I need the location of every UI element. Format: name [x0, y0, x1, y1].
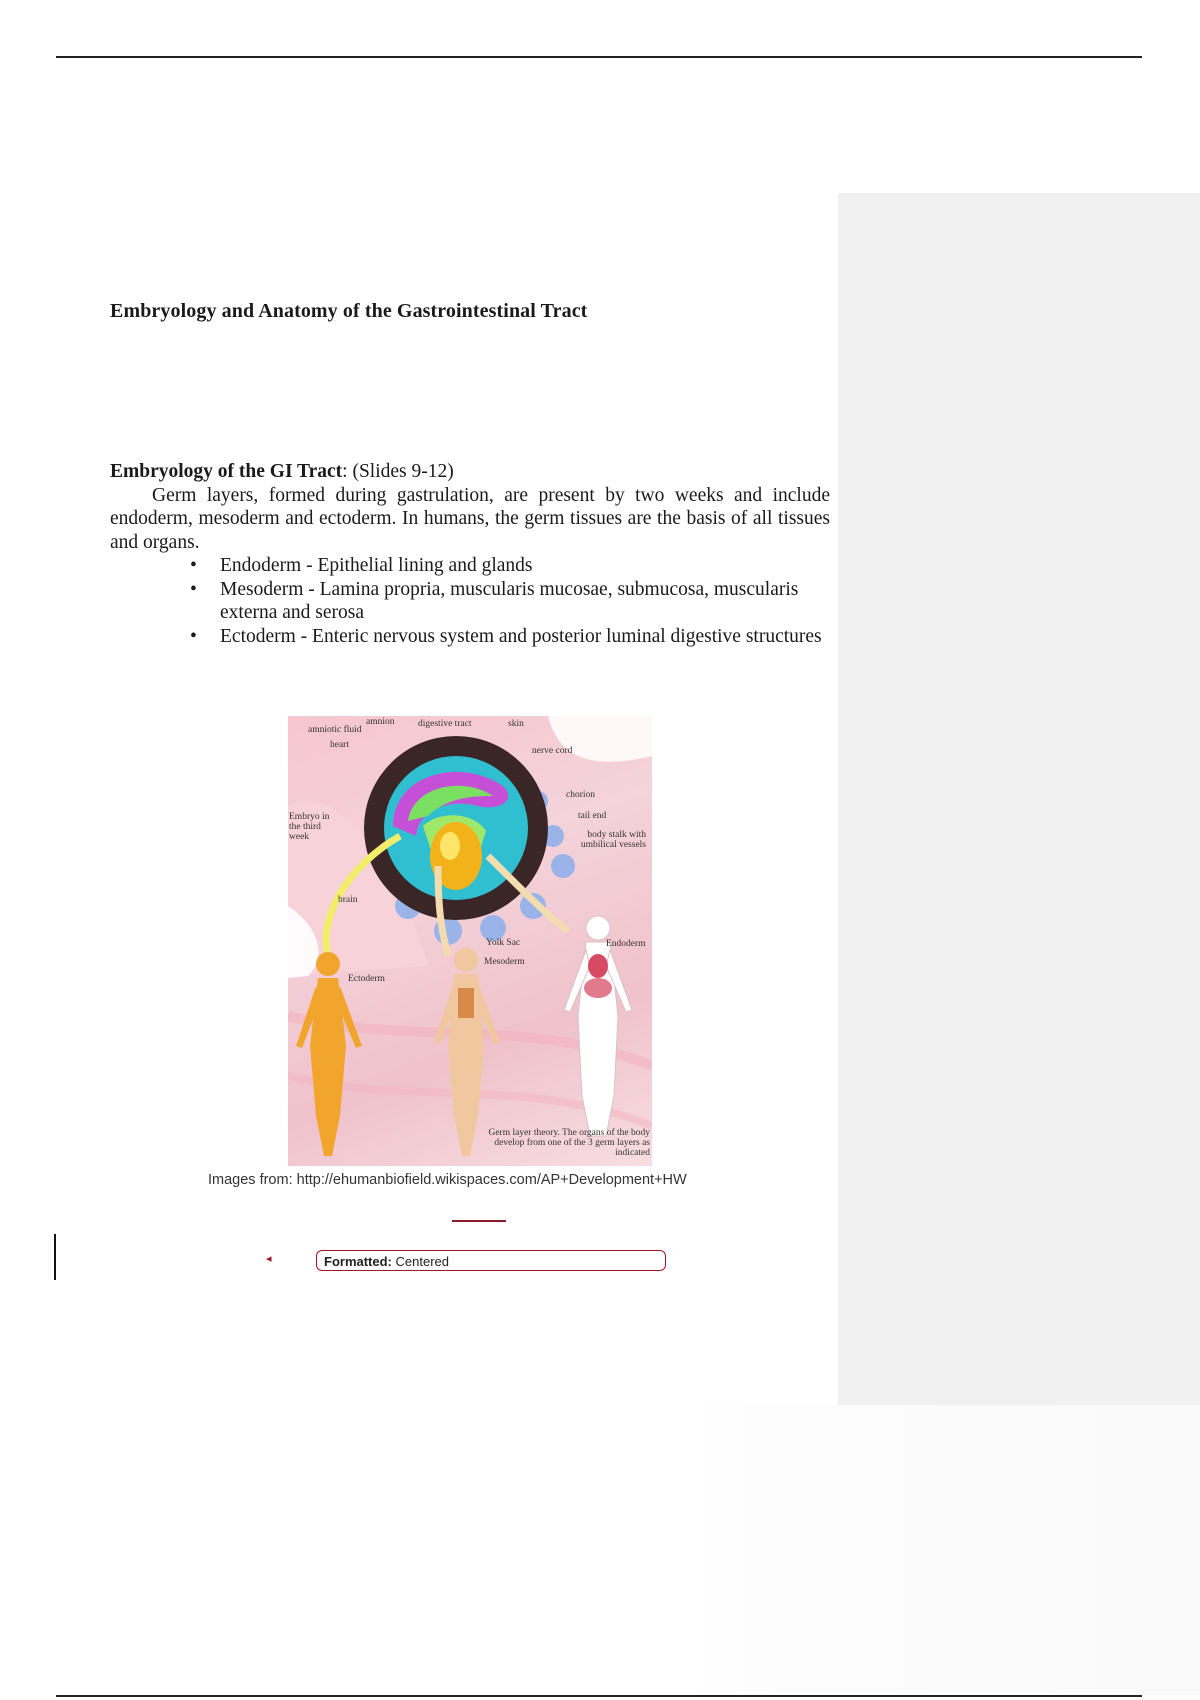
header-rule [56, 56, 1142, 58]
bullet-icon: • [190, 578, 197, 600]
list-item [110, 554, 830, 578]
label-embryo: Embryo in the third week [289, 812, 330, 842]
label-body-stalk: body stalk with umbilical vessels [580, 830, 646, 850]
document-title: Embryology and Anatomy of the Gastrointestinal Tract [110, 300, 588, 322]
germ-layer-list [110, 554, 830, 648]
comment-pane [838, 193, 1200, 1405]
bullet-icon: • [190, 555, 197, 576]
list-item-text: Endoderm - Epithelial lining and glands [220, 555, 533, 576]
list-item-text: Mesoderm - Lamina propria, muscularis mucosae, submucosa, muscularis externa and serosa [220, 578, 799, 623]
embryology-section [110, 460, 830, 648]
germ-layer-illustration [288, 716, 652, 1166]
label-germ-layer-theory: Germ layer theory. The organs of the body develop from one of the 3 germ layers as indicated [488, 1128, 650, 1158]
label-digestive-tract: digestive tract [418, 719, 472, 729]
list-item-text: Ectoderm - Enteric nervous system and posterior luminal digestive structures [220, 625, 822, 647]
balloon-value: Centered [395, 1254, 449, 1269]
insertion-marker [452, 1220, 506, 1222]
image-caption: Images from: http://ehumanbiofield.wikispaces.com/AP+Development+HW [208, 1172, 687, 1188]
balloon-connector-icon: ◂ [266, 1252, 272, 1265]
label-brain: brain [338, 895, 358, 905]
label-heart: heart [330, 740, 349, 750]
label-tail-end: tail end [578, 811, 607, 821]
label-amnion: amnion [366, 717, 395, 727]
label-mesoderm: Mesoderm [484, 957, 525, 967]
list-item [110, 578, 830, 625]
label-ectoderm: Ectoderm [348, 974, 385, 984]
section-heading-bold: Embryology of the GI Tract [110, 461, 343, 482]
germ-layer-figure [288, 716, 652, 1166]
text-cursor [54, 1234, 56, 1280]
label-skin: skin [508, 719, 524, 729]
formatting-balloon[interactable] [316, 1250, 666, 1271]
list-item [110, 625, 830, 649]
label-chorion: chorion [566, 790, 596, 800]
label-amniotic-fluid: amniotic fluid [308, 725, 362, 735]
section-heading-rest: : (Slides 9-12) [342, 461, 454, 482]
bullet-icon: • [190, 625, 197, 647]
label-yolk-sac: Yolk Sac [486, 938, 521, 948]
balloon-label: Formatted: [324, 1254, 392, 1269]
label-nerve-cord: nerve cord [532, 746, 573, 756]
intro-paragraph: Germ layers, formed during gastrulation, are present by two weeks and include endoderm, mesoderm and ectoderm. In humans, the germ tissues are the basis of all tissues and organs. [110, 484, 830, 553]
label-endoderm: Endoderm [606, 939, 646, 949]
section-heading [110, 460, 830, 484]
footer-rule [56, 1695, 1142, 1697]
margin-shade [690, 1405, 1200, 1695]
